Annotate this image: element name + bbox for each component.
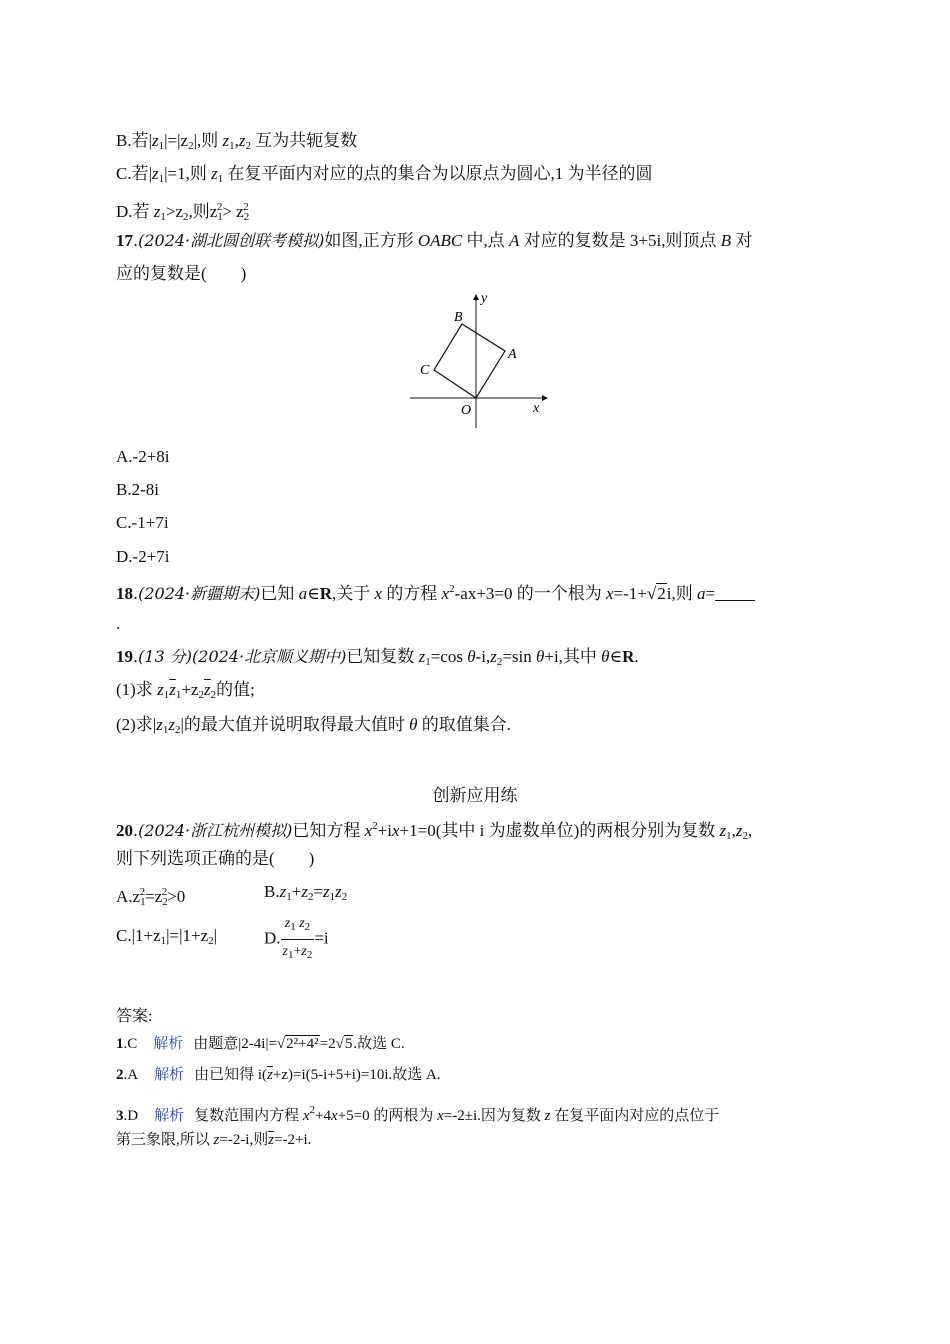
answer-1: 1.C 解析 由题意|2-4i|=√2²+4²=2√5.故选 C. [116, 1034, 405, 1052]
analysis-tag: 解析 [153, 1034, 184, 1052]
label-o: O [461, 403, 472, 418]
analysis-tag: 解析 [154, 1065, 185, 1083]
q18-stem-line2: . [116, 614, 121, 633]
label-b: B [454, 310, 463, 325]
label-a: A [508, 347, 517, 362]
q16-option-d: D.若 $z_1>z_2$,则$z_1^2> z_2^2$ [116, 201, 250, 223]
q20-option-d: D. $\frac{z_1 z_2}{z_1+z_2}$ =i [264, 912, 329, 967]
q17-stem-line2: 应的复数是( ) [116, 264, 247, 283]
x-axis-arrow [542, 395, 548, 401]
label-c: C [420, 363, 430, 378]
label-y: y [481, 291, 488, 306]
q17-option-a: A.-2+8i [116, 447, 170, 466]
fraction: $\frac{z_1 z_2}{z_1+z_2}$ [281, 912, 315, 967]
q16-option-c: C.若$|z_1|=1$,则 $z_1$ 在复平面内对应的点的集合为以原点为圆心,1 为半径的圆 [116, 164, 653, 185]
q17-figure [400, 288, 560, 430]
answer-3-line2: 第三象限,所以 z=-2-i,则$\overline{z}=-2+i$. [116, 1132, 312, 1148]
analysis-tag: 解析 [154, 1106, 185, 1124]
q17-stem: 17.(2024·湖北圆创联考模拟)如图,正方形 OABC 中,点 A 对应的复数是 3+5i,则顶点 B 对 [116, 231, 753, 250]
q17-option-b: B.2-8i [116, 480, 159, 499]
section-title: 创新应用练 [432, 786, 518, 806]
label-x: x [533, 401, 540, 416]
q19-stem: 19.(13 分)(2024·北京顺义期中)已知复数 $z_1=\cos$ $\theta-i,z_2=\sin$ θ+i,其中 θ∈R. [116, 647, 639, 668]
q16-option-b: B.若$|z_1|=|z_2|$,则 $z_1,z_2$ 互为共轭复数 [116, 131, 358, 152]
square-oabc [434, 324, 505, 398]
q20-option-a: $A.z_1^2=z_2^2>0$ [116, 886, 186, 908]
q17-option-d: D.-2+7i [116, 547, 170, 566]
q19-part2: (2)求$|z_1z_2|$的最大值并说明取得最大值时 θ 的取值集合. [116, 715, 511, 736]
y-axis-arrow [473, 294, 479, 300]
q20-stem: 20.(2024·浙江杭州模拟)已知方程 $x^2+ix+1=0$(其中 i 为虚数单位)的两根分别为复数 $z_1,z_2$, [116, 820, 753, 842]
q18-stem: 18.(2024·新疆期末)已知 a∈R,关于 x 的方程 $x^2-ax+3=0$ 的一个根为 x=-1+√2i,则 a= [116, 577, 755, 606]
q17-option-c: C.-1+7i [116, 513, 169, 532]
answers-heading: 答案: [116, 1008, 153, 1025]
q20-option-b: $B.z_1+z_2=z_1z_2$ [264, 882, 348, 903]
q20-stem-line2: 则下列选项正确的是( ) [116, 849, 315, 868]
q20-option-c: $C.|1+z_1|=|1+z_2|$ [116, 926, 218, 947]
answer-3: 3.D 解析 复数范围内方程 $x^2+4x+5=0$ 的两根为 x=-2±i.因为复数 z 在复平面内对应的点位于 [116, 1104, 720, 1124]
q19-part1: (1)求 $z_1\overline{z}_1+z_2\overline{z}_2$的值; [116, 680, 255, 701]
answer-blank[interactable] [715, 584, 755, 601]
answer-2: 2.A 解析 由已知得 $i(\overline{z}+z)=i(5-i+5+i)=10i$.故选 A. [116, 1065, 441, 1083]
